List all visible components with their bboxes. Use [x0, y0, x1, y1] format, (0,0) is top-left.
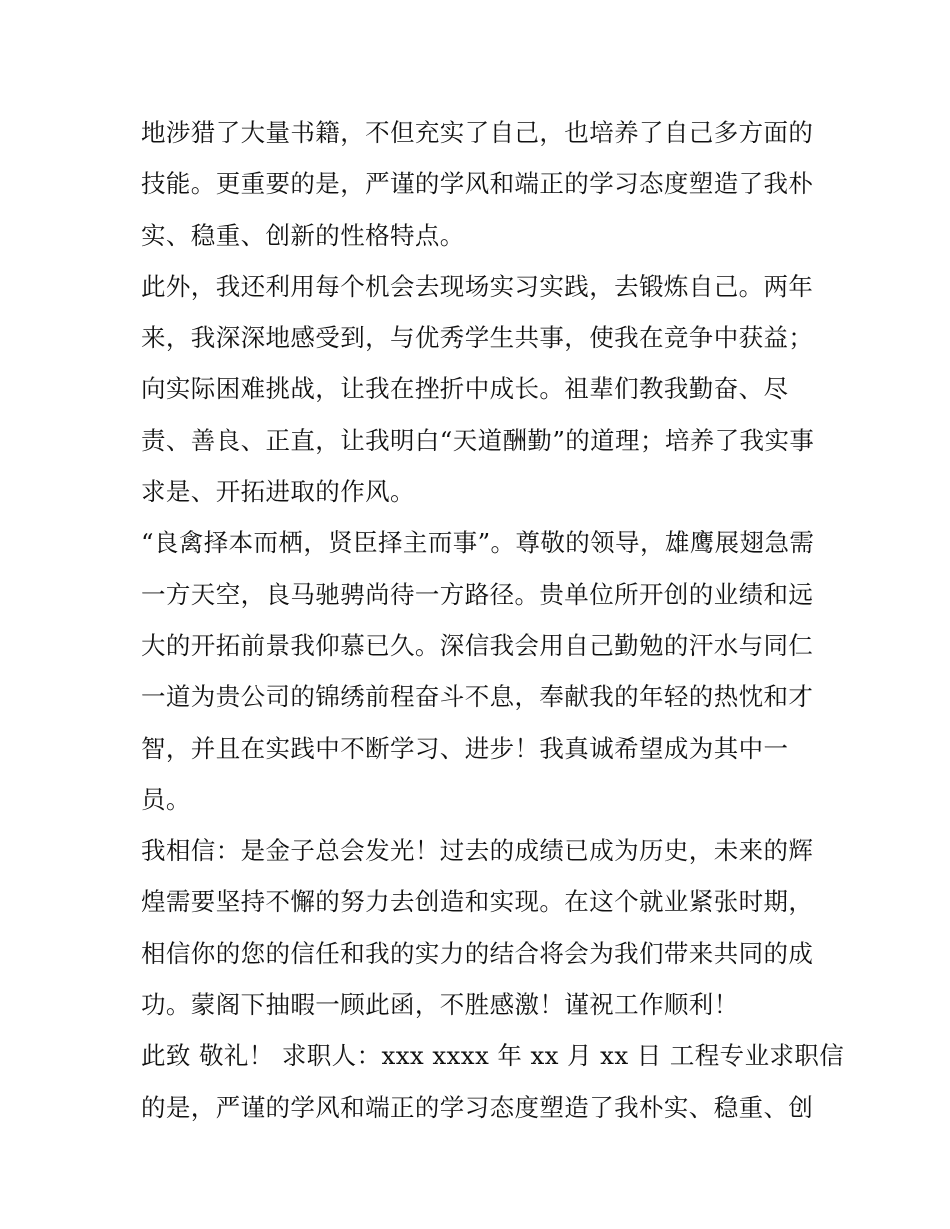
- text-line: 煌需要坚持不懈的努力去创造和实现。在这个就业紧张时期，: [141, 887, 814, 917]
- text-line: 责、善良、正直，让我明白“天道酬勤”的道理；培养了我实事: [141, 425, 815, 455]
- text-line: “良禽择本而栖，贤臣择主而事”。尊敬的领导，雄鹰展翅急需: [141, 528, 815, 558]
- text-line: 来，我深深地感受到，与优秀学生共事，使我在竞争中获益；: [141, 323, 814, 353]
- text-line: 实、稳重、创新的性格特点。: [141, 220, 465, 250]
- text-line: 的是，严谨的学风和端正的学习态度塑造了我朴实、稳重、创: [141, 1092, 814, 1122]
- text-line: 求是、开拓进取的作风。: [141, 477, 415, 507]
- text-line: 大的开拓前景我仰慕已久。深信我会用自己勤勉的汗水与同仁: [141, 630, 814, 660]
- text-line: 一方天空，良马驰骋尚待一方路径。贵单位所开创的业绩和远: [141, 579, 814, 609]
- text-line: 智，并且在实践中不断学习、进步！我真诚希望成为其中一: [141, 733, 789, 763]
- text-line: 一道为贵公司的锦绣前程奋斗不息，奉献我的年轻的热忱和才: [141, 682, 814, 712]
- text-line: 此外，我还利用每个机会去现场实习实践，去锻炼自己。两年: [141, 271, 814, 301]
- signature-line: 此致 敬礼！ 求职人：xxx xxxx 年 xx 月 xx 日 工程专业求职信: [141, 1041, 845, 1071]
- text-line: 相信你的您的信任和我的实力的结合将会为我们带来共同的成: [141, 938, 814, 968]
- text-line: 员。: [141, 784, 191, 814]
- text-line: 技能。更重要的是，严谨的学风和端正的学习态度塑造了我朴: [141, 169, 814, 199]
- letter-body: [141, 107, 845, 1133]
- text-line: 我相信：是金子总会发光！过去的成绩已成为历史，未来的辉: [141, 836, 814, 866]
- text-line: 向实际困难挑战，让我在挫折中成长。祖辈们教我勤奋、尽: [141, 374, 789, 404]
- text-line: 功。蒙阁下抽暇一顾此函，不胜感激！谨祝工作顺利！: [141, 990, 739, 1020]
- text-line: 地涉猎了大量书籍，不但充实了自己，也培养了自己多方面的: [141, 118, 814, 147]
